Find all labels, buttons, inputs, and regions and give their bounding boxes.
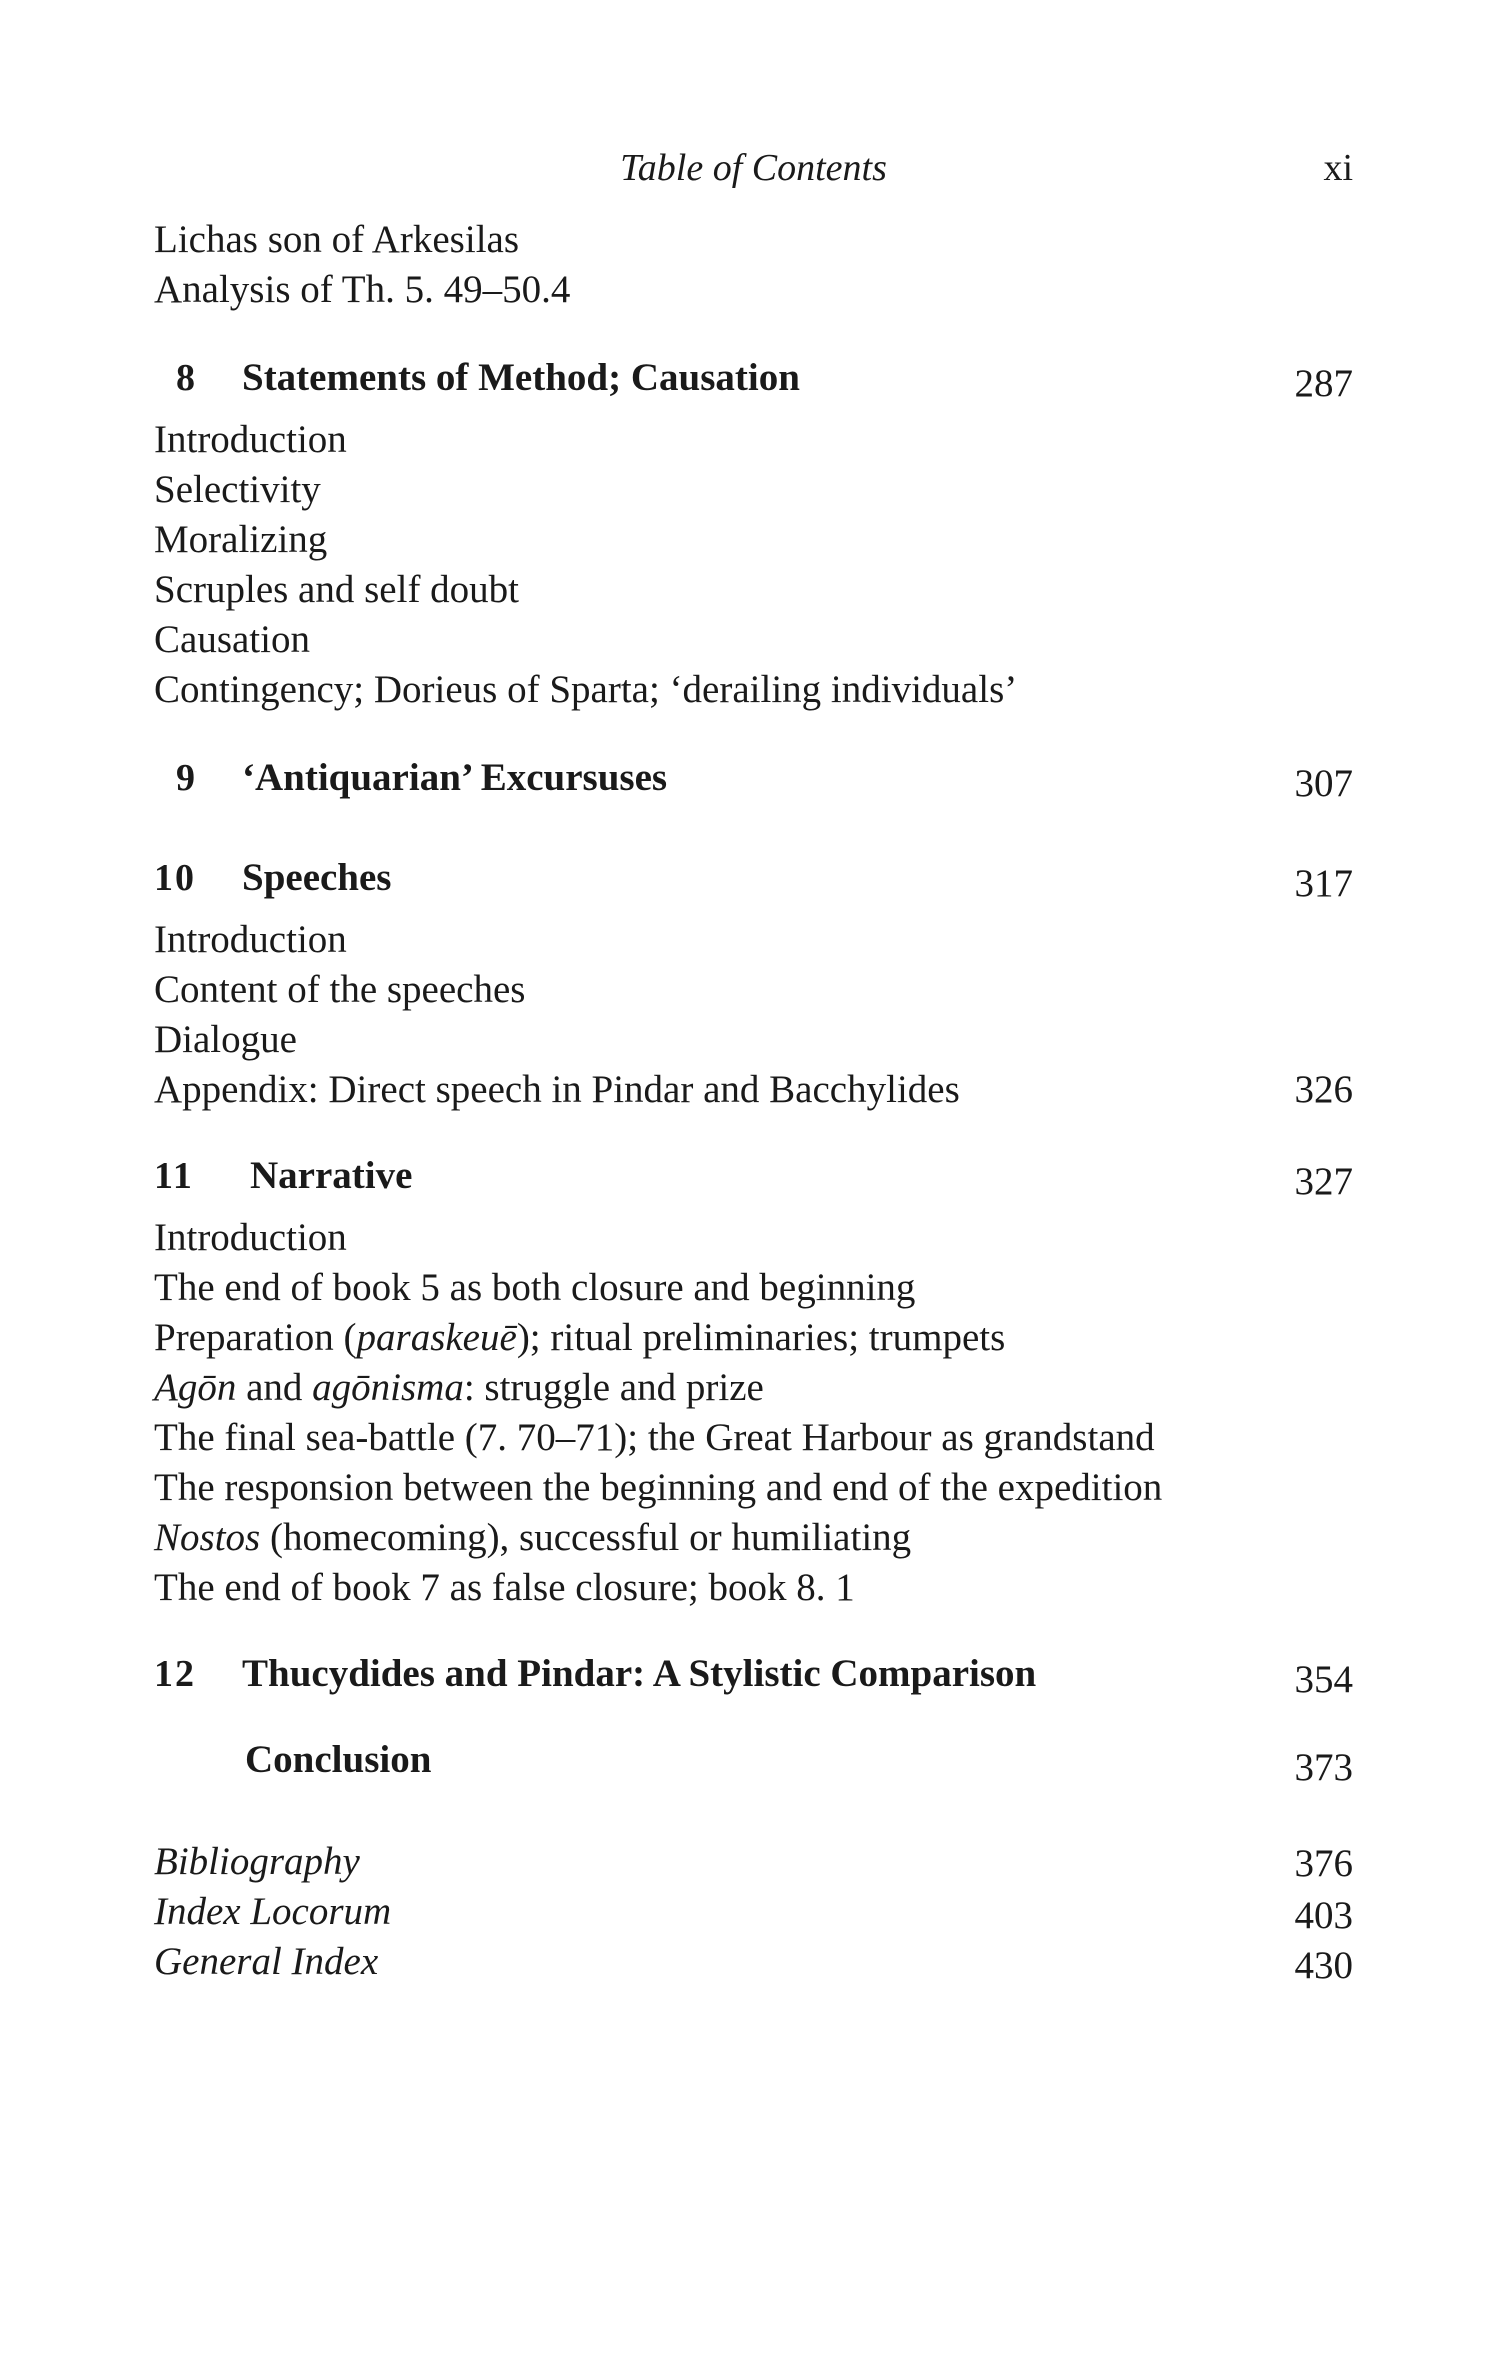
chapter-number: 8 bbox=[176, 357, 197, 399]
toc-entry: Selectivity bbox=[154, 468, 321, 511]
header-page-number: xi bbox=[1323, 147, 1353, 189]
chapter-page: 354 bbox=[1294, 1658, 1353, 1701]
chapter-title: Thucydides and Pindar: A Stylistic Comparison bbox=[242, 1652, 1037, 1695]
greek-term: paraskeuē bbox=[356, 1316, 517, 1359]
toc-entry: The responsion between the beginning and end of the expedition bbox=[154, 1466, 1163, 1509]
chapter-title: Conclusion bbox=[245, 1738, 432, 1781]
entry-text: ); ritual preliminaries; trumpets bbox=[516, 1316, 1006, 1359]
chapter-page: 327 bbox=[1294, 1160, 1353, 1203]
back-matter-entry: Bibliography bbox=[154, 1840, 360, 1883]
chapter-number: 12 bbox=[154, 1653, 196, 1695]
entry-text: and bbox=[236, 1366, 313, 1409]
entry-page: 403 bbox=[1294, 1894, 1353, 1937]
toc-entry: Introduction bbox=[154, 1216, 347, 1259]
toc-entry: Content of the speeches bbox=[154, 968, 526, 1011]
toc-entry: The end of book 7 as false closure; book 8. 1 bbox=[154, 1566, 855, 1609]
toc-entry: Lichas son of Arkesilas bbox=[154, 218, 520, 261]
back-matter-entry: Index Locorum bbox=[154, 1890, 392, 1933]
toc-entry: Scruples and self doubt bbox=[154, 568, 520, 611]
toc-entry: Introduction bbox=[154, 418, 347, 461]
chapter-title: Statements of Method; Causation bbox=[242, 356, 800, 399]
chapter-number: 9 bbox=[176, 757, 197, 799]
chapter-page: 307 bbox=[1294, 762, 1353, 805]
toc-entry: Introduction bbox=[154, 918, 347, 961]
toc-entry: Analysis of Th. 5. 49–50.4 bbox=[154, 268, 571, 311]
back-matter-entry: General Index bbox=[154, 1940, 379, 1983]
greek-term: Agōn bbox=[154, 1366, 237, 1409]
chapter-number: 11 bbox=[154, 1155, 194, 1197]
greek-term: agōnisma bbox=[312, 1366, 464, 1409]
chapter-title: Narrative bbox=[250, 1154, 413, 1197]
entry-text: Preparation ( bbox=[154, 1316, 357, 1359]
toc-entry: Moralizing bbox=[154, 518, 328, 561]
entry-page: 376 bbox=[1294, 1842, 1353, 1885]
toc-entry: The end of book 5 as both closure and beginning bbox=[154, 1266, 916, 1309]
entry-page: 326 bbox=[1294, 1068, 1353, 1111]
toc-entry: Contingency; Dorieus of Sparta; ‘derailing individuals’ bbox=[154, 668, 1018, 711]
entry-page: 430 bbox=[1294, 1944, 1353, 1987]
header-title: Table of Contents bbox=[620, 147, 887, 189]
toc-entry bbox=[154, 1364, 764, 1412]
entry-text: (homecoming), successful or humiliating bbox=[260, 1516, 912, 1559]
chapter-title: ‘Antiquarian’ Excursuses bbox=[242, 756, 668, 799]
chapter-number: 10 bbox=[154, 857, 196, 899]
chapter-page: 287 bbox=[1294, 362, 1353, 405]
chapter-page: 373 bbox=[1294, 1746, 1353, 1789]
chapter-page: 317 bbox=[1294, 862, 1353, 905]
greek-term: Nostos bbox=[154, 1516, 261, 1559]
toc-entry: The final sea-battle (7. 70–71); the Great Harbour as grandstand bbox=[154, 1416, 1155, 1459]
chapter-title: Speeches bbox=[242, 856, 392, 899]
toc-entry bbox=[154, 1314, 1005, 1362]
toc-entry: Dialogue bbox=[154, 1018, 297, 1061]
toc-entry bbox=[154, 1514, 911, 1562]
toc-entry: Causation bbox=[154, 618, 310, 661]
toc-entry: Appendix: Direct speech in Pindar and Bacchylides bbox=[154, 1068, 960, 1111]
entry-text: : struggle and prize bbox=[463, 1366, 764, 1409]
